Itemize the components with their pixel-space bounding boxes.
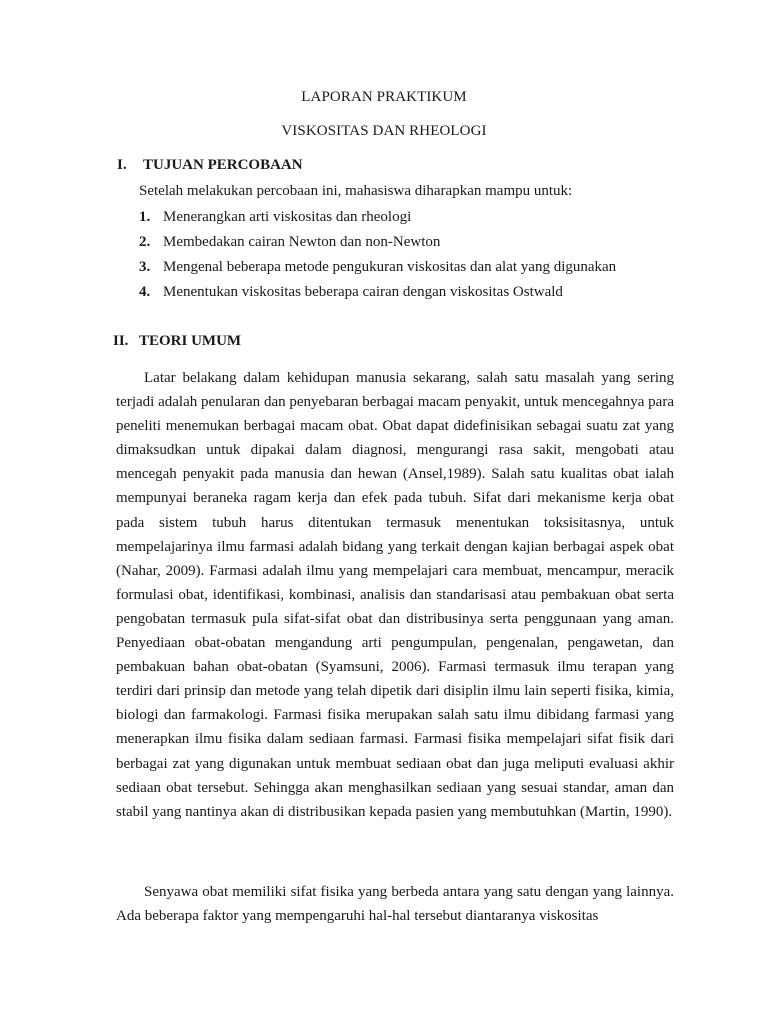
list-item-number: 3. <box>139 259 151 275</box>
list-item-text: Membedakan cairan Newton dan non-Newton <box>163 234 441 250</box>
section-title: TEORI UMUM <box>139 333 242 349</box>
list-item-text: Mengenal beberapa metode pengukuran viskositas dan alat yang digunakan <box>163 259 617 275</box>
section-number: II. <box>113 333 129 349</box>
report-subtitle: VISKOSITAS DAN RHEOLOGI <box>281 123 487 139</box>
section-title: TUJUAN PERCOBAAN <box>143 157 303 173</box>
report-title: LAPORAN PRAKTIKUM <box>301 89 467 105</box>
body-paragraph: Latar belakang dalam kehidupan manusia sekarang, salah satu masalah yang sering terjadi adalah penularan dan penyebaran berbagai macam penyakit, untuk mencegahnya para peneliti menemukan berbagai macam obat. Obat dapat didefinisikan sebagai suatu zat yang dimaksudkan untuk dipakai dalam diagnosi, mengurangi rasa sakit, mengobati atau mencegah penyakit pada manusia dan hewan (Ansel,1989). Salah satu kualitas obat ialah mempunyai beraneka ragam kerja dan efek pada tubuh. Sifat dari mekanisme kerja obat pada sistem tubuh harus ditentukan termasuk menentukan toksisitasnya, untuk mempelajarinya ilmu farmasi adalah bidang yang terkait dengan kajian berbagai aspek obat (Nahar, 2009). Farmasi adalah ilmu yang mempelajari cara membuat, mencampur, meracik formulasi obat, identifikasi, kombinasi, analisis dan standarisasi atau pembakuan obat serta pengobatan termasuk pula sifat-sifat obat dan distribusinya serta penggunaan yang aman. Penyediaan obat-obatan mengandung arti pengumpulan, pengenalan, pengawetan, dan pembakuan bahan obat-obatan (Syamsuni, 2006). Farmasi termasuk ilmu terapan yang terdiri dari prinsip dan metode yang telah dipetik dari disiplin ilmu lain seperti fisika, kimia, biologi dan farmakologi. Farmasi fisika merupakan salah satu ilmu dibidang farmasi yang menerapkan ilmu fisika dalam sediaan farmasi. Farmasi fisika mempelajari sifat fisik dari berbagai zat yang digunakan untuk membuat sediaan obat dan juga meliputi evaluasi akhir sediaan obat tersebut. Sehingga akan menghasilkan sediaan yang sesuai standar, aman dan stabil yang nantinya akan di distribusikan kepada pasien yang membutuhkan (Martin, 1990). <box>116 370 674 820</box>
list-item-number: 4. <box>139 284 151 300</box>
objectives-intro: Setelah melakukan percobaan ini, mahasiswa diharapkan mampu untuk: <box>139 183 573 199</box>
list-item-text: Menentukan viskositas beberapa cairan dengan viskositas Ostwald <box>163 284 563 300</box>
body-paragraph: Senyawa obat memiliki sifat fisika yang berbeda antara yang satu dengan yang lainnya. Ada beberapa faktor yang mempengaruhi hal-hal tersebut diantaranya viskositas <box>116 884 674 925</box>
list-item-number: 2. <box>139 234 151 250</box>
list-item-number: 1. <box>139 209 151 225</box>
list-item-text: Menerangkan arti viskositas dan rheologi <box>163 209 412 225</box>
section-number: I. <box>117 157 127 173</box>
